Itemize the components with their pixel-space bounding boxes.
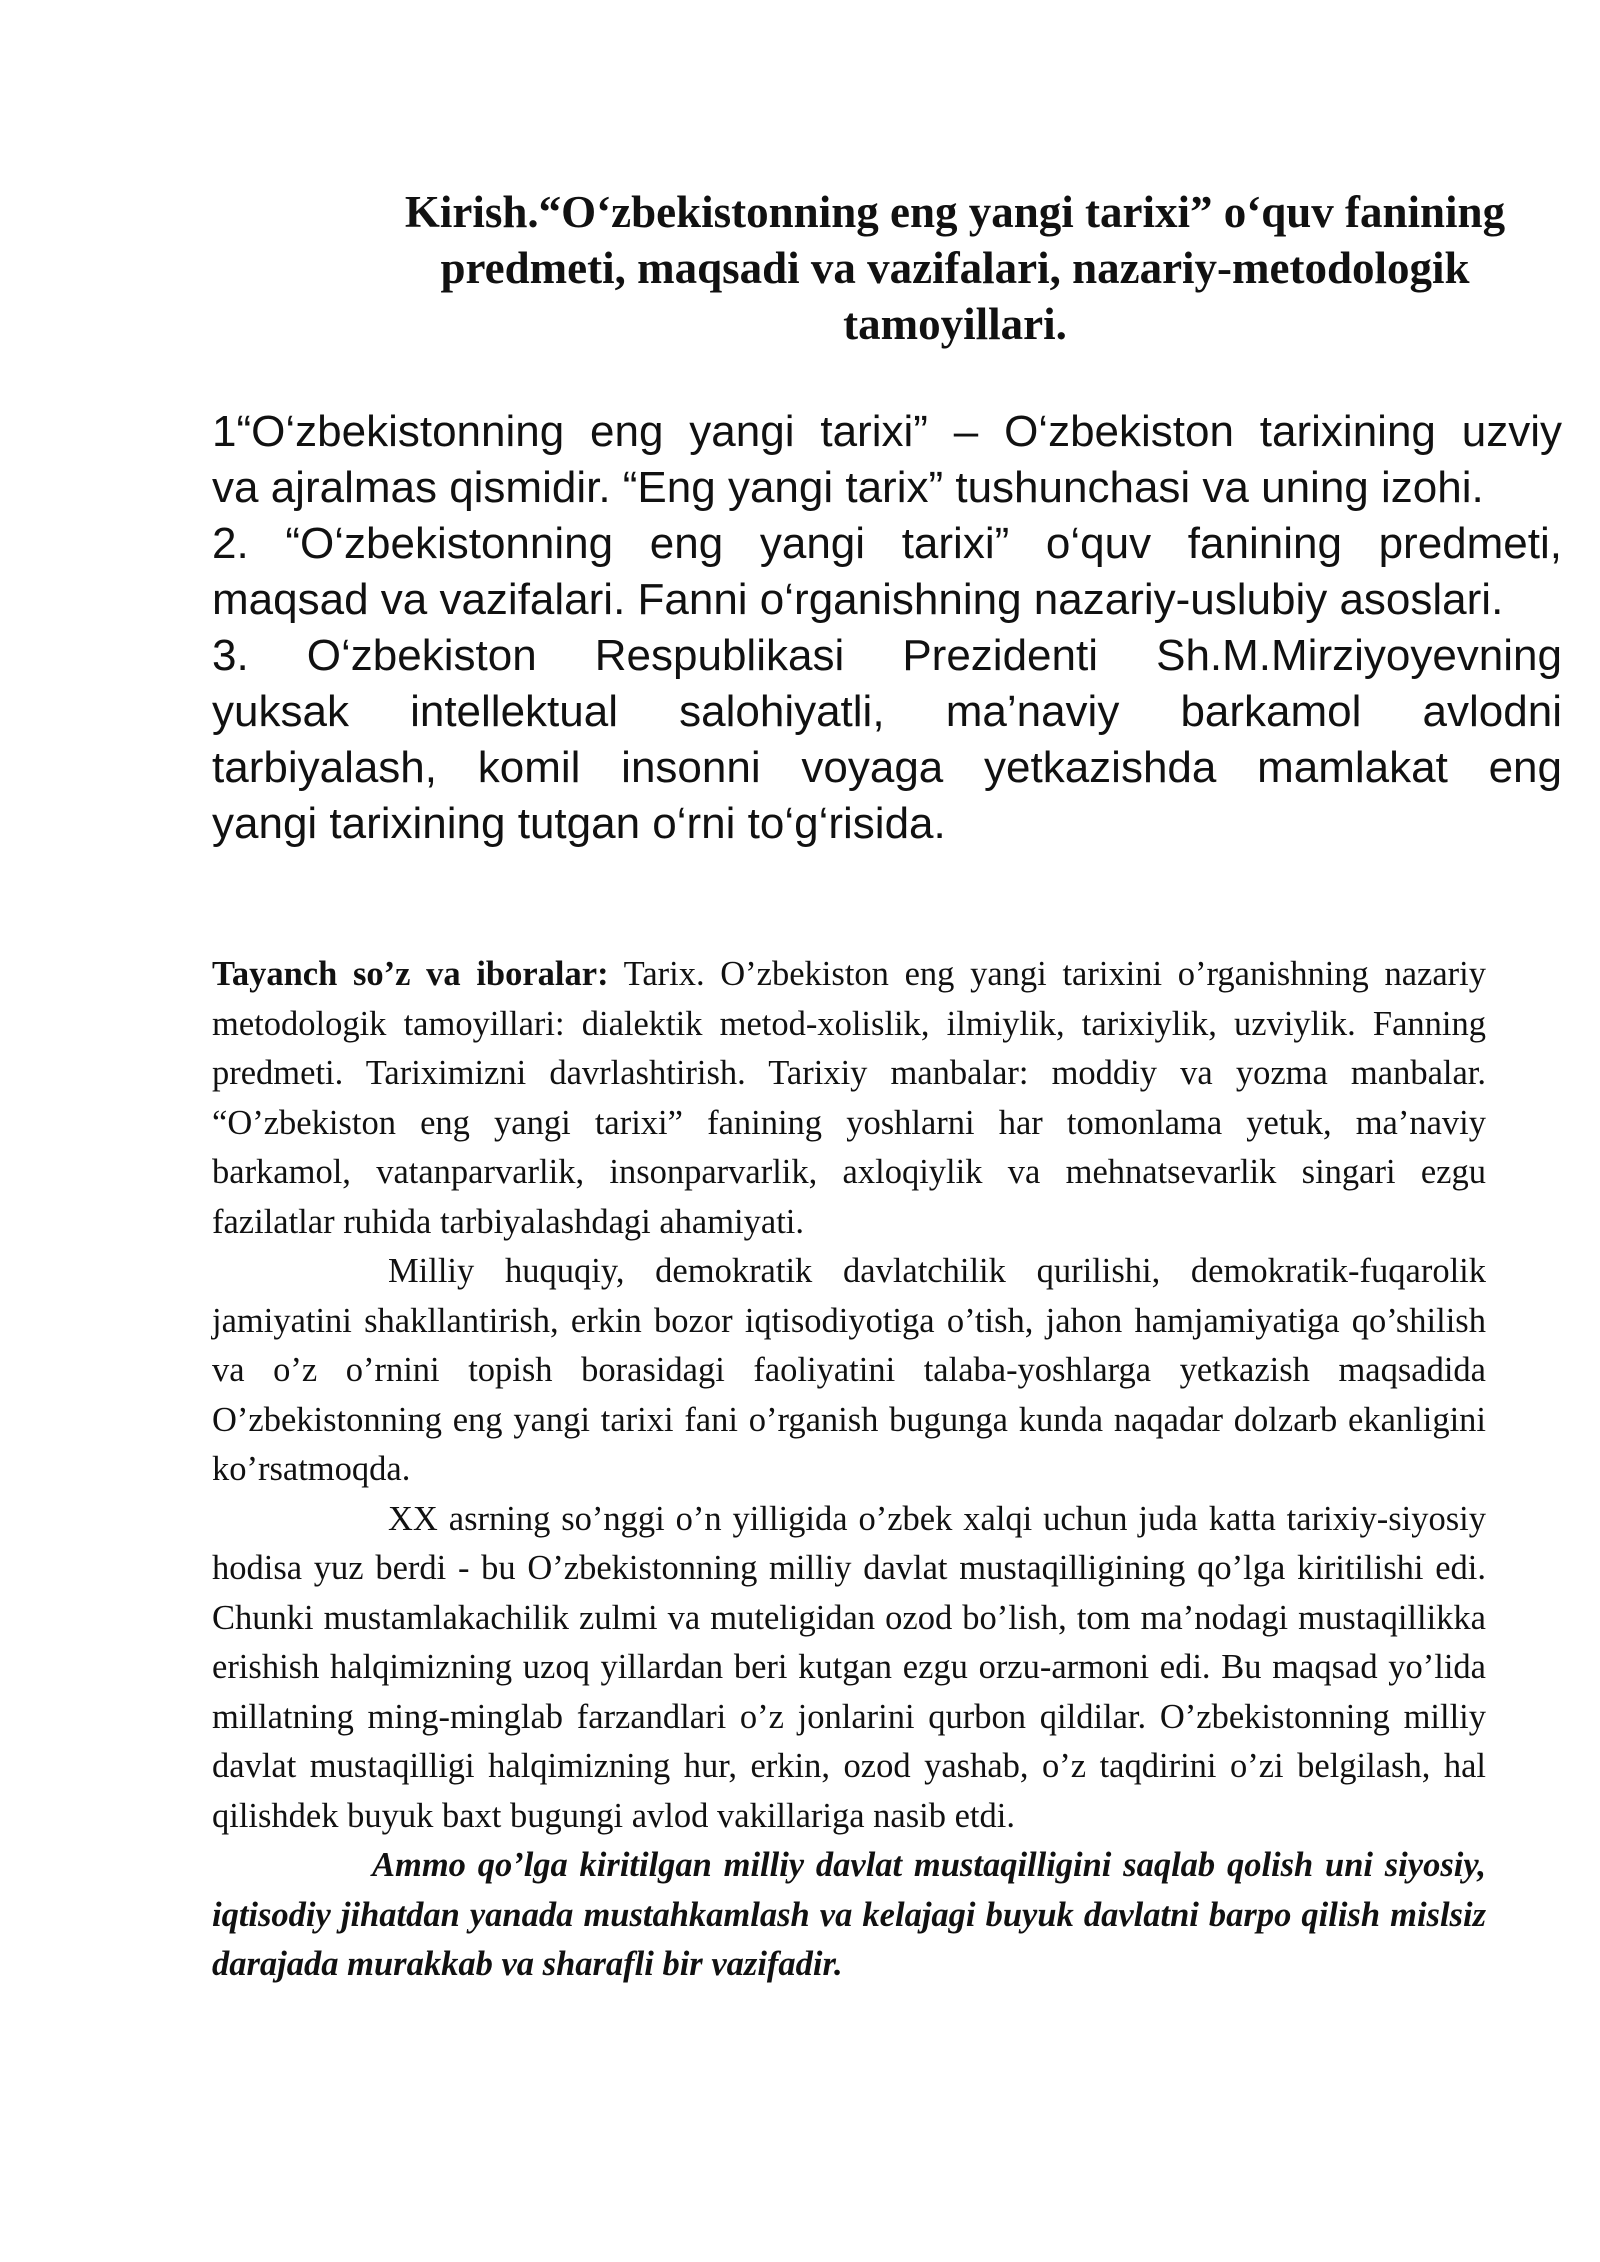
title-line-3: tamoyillari. xyxy=(843,299,1067,349)
topic-line: 3. O‘zbekiston Respublikasi Prezidenti Sh.M.Mirziyoyevning xyxy=(212,631,1562,680)
topic-line: tarbiyalash, komil insonni voyaga yetkazishda mamlakat eng xyxy=(212,743,1562,792)
paragraph-2: XX asrning so’nggi o’n yilligida o’zbek xalqi uchun juda katta tarixiy-siyosiy hodisa yuz berdi - bu O’zbekistonning milliy davlat mustaqilligining qo’lga kiritilishi edi. Chunki mustamlakachilik zulmi va muteligidan ozod bo’lish, tom ma’nodagi mustaqillikka erishish halqimizning uzoq yillardan beri kutgan ezgu orzu-armoni edi. Bu maqsad yo’lida millatning ming-minglab farzandlari o’z jonlarini qurbon qildilar. O’zbekistonning milliy davlat mustaqilligi halqimizning hur, erkin, ozod yashab, o’z taqdirini o’zi belgilash, hal qilishdek buyuk baxt bugungi avlod vakillariga nasib etdi. xyxy=(212,1499,1486,1835)
title-line-2: predmeti, maqsadi va vazifalari, nazariy-metodologik xyxy=(440,243,1470,293)
body-text xyxy=(212,950,1486,1990)
paragraph-1: Milliy huquqiy, demokratik davlatchilik qurilishi, demokratik-fuqarolik jamiyatini shakllantirish, erkin bozor iqtisodiyotiga o’tish, jahon hamjamiyatiga qo’shilish va o’z o’rnini topish borasidagi faoliyatini talaba-yoshlarga yetkazish maqsadida O’zbekistonning eng yangi tarixi fani o’rganish bugunga kunda naqadar dolzarb ekanligini ko’rsatmoqda. xyxy=(212,1252,1486,1488)
keywords-label: Tayanch so’z va iboralar: xyxy=(212,955,609,993)
page-title xyxy=(330,184,1580,352)
topic-line: va ajralmas qismidir. “Eng yangi tarix” tushunchasi va uning izohi. xyxy=(212,463,1484,512)
topic-line: maqsad va vazifalari. Fanni o‘rganishning nazariy-uslubiy asoslari. xyxy=(212,575,1504,624)
paragraph-3: Ammo qo’lga kiritilgan milliy davlat mustaqilligini saqlab qolish uni siyosiy, iqtisodiy jihatdan yanada mustahkamlash va kelajagi buyuk davlatni barpo qilish mislsiz darajada murakkab va sharafli bir vazifadir. xyxy=(212,1846,1486,1983)
keywords-paragraph xyxy=(212,950,1486,1247)
title-line-1: Kirish.“O‘zbekistonning eng yangi tarixi” o‘quv fanining xyxy=(404,187,1506,237)
topic-line: 1“O‘zbekistonning eng yangi tarixi” – O‘zbekiston tarixining uzviy xyxy=(212,407,1562,456)
topic-line: 2. “O‘zbekistonning eng yangi tarixi” o‘quv fanining predmeti, xyxy=(212,519,1562,568)
topic-line: yangi tarixining tutgan o‘rni to‘g‘risida. xyxy=(212,799,946,848)
topics-list xyxy=(212,404,1562,852)
topic-line: yuksak intellektual salohiyatli, ma’naviy barkamol avlodni xyxy=(212,687,1562,736)
keywords-text: Tarix. O’zbekiston eng yangi tarixini o’rganishning nazariy metodologik tamoyillari: dialektik metod-xolislik, ilmiylik, tarixiylik, uzviylik. Fanning predmeti. Tariximizni davrlashtirish. Tarixiy manbalar: moddiy va yozma manbalar. “O’zbekiston eng yangi tarixi” fanining yoshlarni har tomonlama yetuk, ma’naviy barkamol, vatanparvarlik, insonparvarlik, axloqiylik va mehnatsevarlik singari ezgu fazilatlar ruhida tarbiyalashdagi ahamiyati. xyxy=(212,955,1487,1241)
